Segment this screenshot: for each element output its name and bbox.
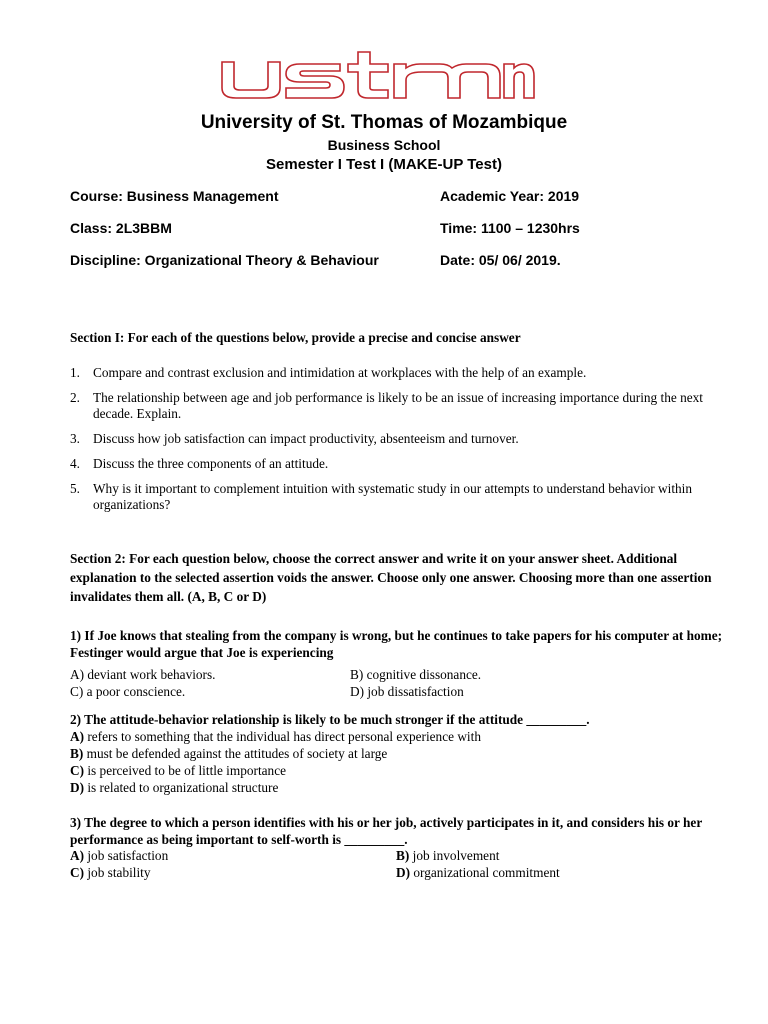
mcq-question-1: [70, 627, 736, 700]
academic-year-label: Academic Year: 2019: [440, 188, 580, 204]
question-stem: 1) If Joe knows that stealing from the company is wrong, but he continues to take papers for his computer at home; Festinger would argue that Joe is experiencing: [70, 628, 723, 660]
option-a: A) deviant work behaviors.: [70, 667, 216, 682]
mcq-question-3: [70, 814, 736, 881]
class-label: Class: 2L3BBM: [70, 220, 172, 236]
list-item: 1. Compare and contrast exclusion and intimidation at workplaces with the help of an example.: [70, 365, 587, 380]
option-d: D) is related to organizational structure: [70, 780, 279, 795]
time-label: Time: 1100 – 1230hrs: [440, 220, 580, 236]
option-a: A) refers to something that the individual has direct personal experience with: [70, 729, 481, 744]
list-item: 5. Why is it important to complement intuition with systematic study in our attempts to understand behavior within organizations?: [70, 481, 693, 512]
option-c: C) is perceived to be of little importance: [70, 763, 286, 778]
course-label: Course: Business Management: [70, 188, 279, 204]
option-a: A) job satisfaction: [70, 848, 169, 863]
school-name: Business School: [327, 137, 441, 153]
option-d: D) job dissatisfaction: [350, 683, 464, 699]
question-stem: 3) The degree to which a person identifies with his or her job, actively participates in it, and considers his or her performance as being important to self-worth is _________.: [70, 815, 702, 847]
list-item: 2. The relationship between age and job performance is likely to be an issue of increasing importance during the next decade. Explain.: [70, 390, 703, 421]
university-name: University of St. Thomas of Mozambique: [200, 112, 568, 133]
option-b: B) must be defended against the attitudes of society at large: [70, 746, 388, 761]
list-item: 3. Discuss how job satisfaction can impact productivity, absenteeism and turnover.: [70, 431, 519, 446]
test-title: Semester I Test I (MAKE-UP Test): [266, 156, 502, 173]
option-b: B) job involvement: [396, 848, 500, 863]
section1-heading: Section I: For each of the questions below, provide a precise and concise answer: [70, 330, 521, 345]
ustm-logo: [218, 50, 536, 102]
question-stem: 2) The attitude-behavior relationship is likely to be much stronger if the attitude _________.: [70, 712, 590, 727]
option-c: C) a poor conscience.: [70, 683, 186, 699]
section2-heading: Section 2: For each question below, choose the correct answer and write it on your answer sheet. Additional explanation to the selected assertion voids the answer. Choose only one answer. Choosing more than one assertion invalidates them all. (A, B, C or D): [70, 551, 712, 604]
option-d: D) organizational commitment: [396, 864, 560, 880]
list-item: 4. Discuss the three components of an attitude.: [70, 456, 329, 471]
option-b: B) cognitive dissonance.: [350, 667, 482, 682]
mcq-question-2: [70, 711, 736, 796]
discipline-label: Discipline: Organizational Theory & Behaviour: [70, 252, 379, 268]
date-label: Date: 05/ 06/ 2019.: [440, 252, 561, 268]
section1-questions: [70, 365, 720, 522]
option-c: C) job stability: [70, 864, 151, 880]
